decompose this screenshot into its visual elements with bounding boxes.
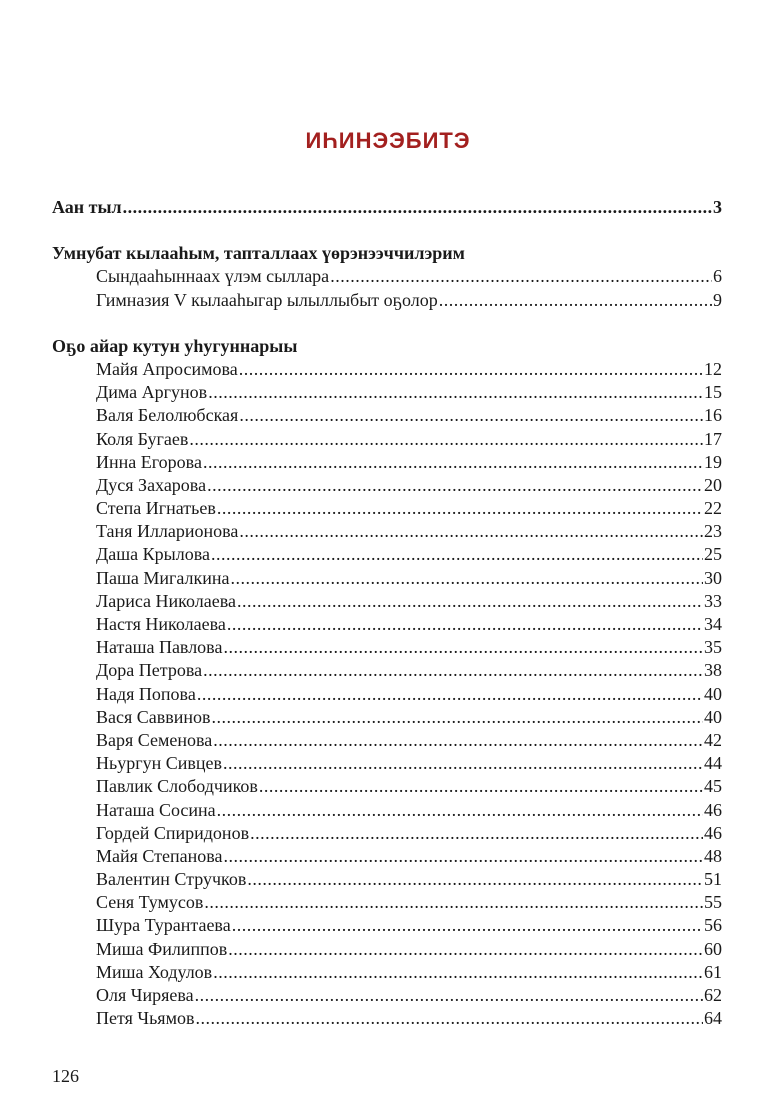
toc-entry-label: Наташа Павлова — [96, 637, 223, 658]
dot-leader — [195, 1007, 703, 1030]
toc-entry-page: 12 — [704, 358, 722, 379]
toc-entry-label: Коля Бугаев — [96, 428, 189, 449]
dot-leader — [250, 822, 703, 845]
toc-entry-page: 46 — [704, 822, 722, 843]
toc-entry-label: Дима Аргунов — [96, 382, 208, 403]
toc-entry — [52, 961, 722, 984]
dot-leader — [224, 845, 703, 868]
toc-entry-page: 20 — [704, 474, 722, 495]
toc-entry — [52, 729, 722, 752]
toc-entry — [52, 683, 722, 706]
toc-entry-label: Сеня Тумусов — [96, 892, 204, 913]
dot-leader — [123, 196, 712, 219]
toc-entry-page: 33 — [704, 590, 722, 611]
toc-entry-label: Павлик Слободчиков — [96, 776, 258, 797]
toc-entry — [52, 775, 722, 798]
toc-entry-page: 60 — [704, 938, 722, 959]
toc-entry-label: Шура Турантаева — [96, 915, 231, 936]
toc-entry-page: 44 — [704, 753, 722, 774]
dot-leader — [217, 799, 703, 822]
toc-entry-label: Вася Саввинов — [96, 706, 211, 727]
toc-entry-page: 9 — [713, 289, 722, 310]
toc-entry-page: 19 — [704, 451, 722, 472]
toc-entry-label: Миша Филиппов — [96, 938, 228, 959]
dot-leader — [231, 567, 704, 590]
toc-entry — [52, 1007, 722, 1030]
toc-entry-label: Надя Попова — [96, 683, 196, 704]
toc-entry — [52, 451, 722, 474]
dot-leader — [197, 683, 703, 706]
dot-leader — [189, 428, 703, 451]
toc-entry — [52, 613, 722, 636]
toc-entry-page: 40 — [704, 683, 722, 704]
toc-entry — [52, 543, 722, 566]
section-page-number: 3 — [713, 197, 722, 217]
toc-entry-label: Даша Крылова — [96, 544, 210, 565]
toc-entry-page: 51 — [704, 869, 722, 890]
dot-leader — [213, 729, 703, 752]
toc-entry-label: Гордей Спиридонов — [96, 822, 250, 843]
toc-entry — [52, 636, 722, 659]
dot-leader — [259, 775, 703, 798]
toc-entry-page: 45 — [704, 776, 722, 797]
dot-leader — [247, 868, 703, 891]
toc-entry-label: Дора Петрова — [96, 660, 203, 681]
toc-section-heading — [52, 335, 722, 358]
toc-entry-label: Лариса Николаева — [96, 590, 236, 611]
toc-entry — [52, 590, 722, 613]
toc-entry — [52, 289, 722, 312]
toc-entry — [52, 914, 722, 937]
toc-entry-page: 25 — [704, 544, 722, 565]
toc-entry-page: 42 — [704, 729, 722, 750]
dot-leader — [223, 636, 703, 659]
dot-leader — [217, 497, 703, 520]
toc-entry — [52, 984, 722, 1007]
dot-leader — [227, 613, 703, 636]
toc-entry — [52, 520, 722, 543]
dot-leader — [239, 520, 703, 543]
page-number: 126 — [52, 1066, 79, 1086]
dot-leader — [213, 961, 703, 984]
toc-entry-label: Оля Чиряева — [96, 985, 194, 1005]
toc-title: ИҺИНЭЭБИТЭ — [305, 128, 471, 153]
toc-entry-label: Гимназия V кылааһыгар ылыллыбыт оҕолор — [96, 289, 438, 310]
toc-entry-page: 61 — [704, 961, 722, 982]
toc-entry — [52, 845, 722, 868]
dot-leader — [439, 289, 712, 312]
dot-leader — [330, 265, 712, 288]
toc-entry — [52, 659, 722, 682]
toc-entry — [52, 567, 722, 590]
dot-leader — [239, 358, 703, 381]
toc-entry — [52, 799, 722, 822]
toc-entry — [52, 868, 722, 891]
toc-entry-label: Паша Мигалкина — [96, 567, 230, 588]
toc-entry-page: 17 — [704, 428, 722, 449]
toc-entry-page: 6 — [713, 266, 722, 287]
section-heading-label: Оҕо айар кутун уһугуннарыы — [52, 335, 298, 356]
dot-leader — [195, 984, 703, 1007]
toc-entry — [52, 938, 722, 961]
toc-entry-page: 30 — [704, 567, 722, 588]
dot-leader — [232, 914, 703, 937]
toc-entry — [52, 474, 722, 497]
toc-entry-page: 62 — [704, 985, 722, 1005]
dot-leader — [208, 381, 703, 404]
toc-entry-label: Миша Ходулов — [96, 961, 213, 982]
toc-section-heading — [52, 242, 722, 265]
section-heading-label: Умнубат кылааһым, тапталлаах үөрэнээччилэрим — [52, 243, 465, 264]
toc-entry-page: 16 — [704, 405, 722, 426]
toc-entry-page: 35 — [704, 637, 722, 658]
toc-entry-label: Дуся Захарова — [96, 474, 207, 495]
toc-entry-label: Степа Игнатьев — [96, 498, 216, 519]
toc-entry — [52, 404, 722, 427]
toc-entry-page: 55 — [704, 892, 722, 913]
toc-entry — [52, 752, 722, 775]
dot-leader — [203, 451, 703, 474]
table-of-contents — [52, 196, 722, 1030]
dot-leader — [223, 752, 703, 775]
toc-entry-page: 22 — [704, 498, 722, 519]
toc-section-heading — [52, 196, 722, 219]
dot-leader — [212, 706, 703, 729]
section-heading-label: Аан тыл — [52, 197, 122, 217]
toc-entry-page: 56 — [704, 915, 722, 936]
dot-leader — [211, 543, 703, 566]
dot-leader — [228, 938, 703, 961]
toc-entry-page: 38 — [704, 660, 722, 681]
toc-entry-label: Таня Илларионова — [96, 521, 239, 542]
toc-entry — [52, 706, 722, 729]
dot-leader — [239, 404, 703, 427]
toc-entry-page: 34 — [704, 614, 722, 634]
toc-entry-label: Майя Степанова — [96, 845, 223, 866]
toc-entry-page: 15 — [704, 382, 722, 403]
toc-entry — [52, 891, 722, 914]
dot-leader — [203, 659, 703, 682]
dot-leader — [204, 891, 703, 914]
dot-leader — [207, 474, 703, 497]
toc-entry-page: 40 — [704, 706, 722, 727]
toc-entry — [52, 381, 722, 404]
toc-entry — [52, 428, 722, 451]
toc-entry-page: 23 — [704, 521, 722, 542]
toc-entry — [52, 265, 722, 288]
toc-entry-label: Майя Апросимова — [96, 358, 238, 379]
toc-entry-label: Варя Семенова — [96, 729, 213, 750]
toc-entry-page: 64 — [704, 1008, 722, 1029]
toc-entry-label: Сындааһыннаах үлэм сыллара — [96, 266, 330, 287]
dot-leader — [237, 590, 703, 613]
toc-entry-label: Настя Николаева — [96, 614, 226, 634]
toc-entry-label: Валентин Стручков — [96, 869, 247, 890]
toc-entry-label: Петя Чьямов — [96, 1008, 195, 1029]
toc-entry-label: Валя Белолюбская — [96, 405, 239, 426]
toc-entry-page: 46 — [704, 799, 722, 820]
toc-entry — [52, 358, 722, 381]
toc-entry — [52, 822, 722, 845]
toc-entry — [52, 497, 722, 520]
toc-entry-page: 48 — [704, 845, 722, 866]
toc-entry-label: Инна Егорова — [96, 451, 202, 472]
toc-entry-label: Наташа Сосина — [96, 799, 216, 820]
toc-entry-label: Ньургун Сивцев — [96, 753, 222, 774]
